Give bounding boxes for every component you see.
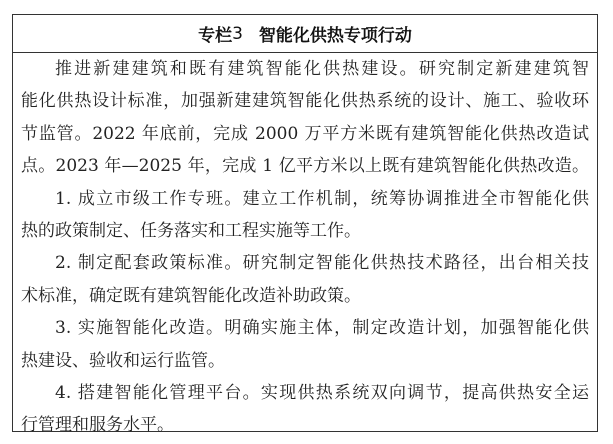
paragraph-intro bbox=[21, 53, 589, 183]
text-line: 术标准，确定既有建筑智能化改造补助政策。 bbox=[21, 285, 361, 306]
paragraph-item-3 bbox=[21, 312, 589, 377]
text-line: 推进新建建筑和既有建筑智能化供热建设。研究制定新建建筑智 bbox=[55, 59, 589, 79]
text-line: 热的政策制定、任务落实和工程实施等工作。 bbox=[21, 220, 361, 241]
text-line: 点。2023 年—2025 年，完成 1 亿平方米以上既有建筑智能化供热改造。 bbox=[21, 156, 589, 177]
text-line: 能化供热设计标准，加强新建建筑智能化供热系统的设计、施工、验收环 bbox=[21, 91, 589, 112]
text-line: 节监管。2022 年底前，完成 2000 万平方米既有建筑智能化供热改造试 bbox=[21, 123, 589, 144]
text-line: 2. 制定配套政策标准。研究制定智能化供热技术路径，出台相关技 bbox=[55, 253, 589, 274]
box-header bbox=[13, 15, 597, 53]
header-number: 3 bbox=[232, 23, 243, 44]
text-line: 4. 搭建智能化管理平台。实现供热系统双向调节，提高供热安全运 bbox=[55, 382, 589, 403]
paragraph-item-1 bbox=[21, 183, 589, 248]
text-line: 1. 成立市级工作专班。建立工作机制，统筹协调推进全市智能化供 bbox=[55, 188, 589, 209]
header-label: 专栏 bbox=[198, 26, 233, 46]
text-line: 行管理和服务水平。 bbox=[21, 415, 174, 436]
header-title: 智能化供热专项行动 bbox=[258, 26, 412, 46]
box-body bbox=[13, 53, 597, 442]
paragraph-item-4 bbox=[21, 377, 589, 442]
text-line: 3. 实施智能化改造。明确实施主体，制定改造计划，加强智能化供 bbox=[55, 318, 589, 339]
text-line: 热建设、验收和运行监管。 bbox=[21, 350, 225, 371]
feature-box bbox=[12, 14, 598, 436]
paragraph-item-2 bbox=[21, 247, 589, 312]
